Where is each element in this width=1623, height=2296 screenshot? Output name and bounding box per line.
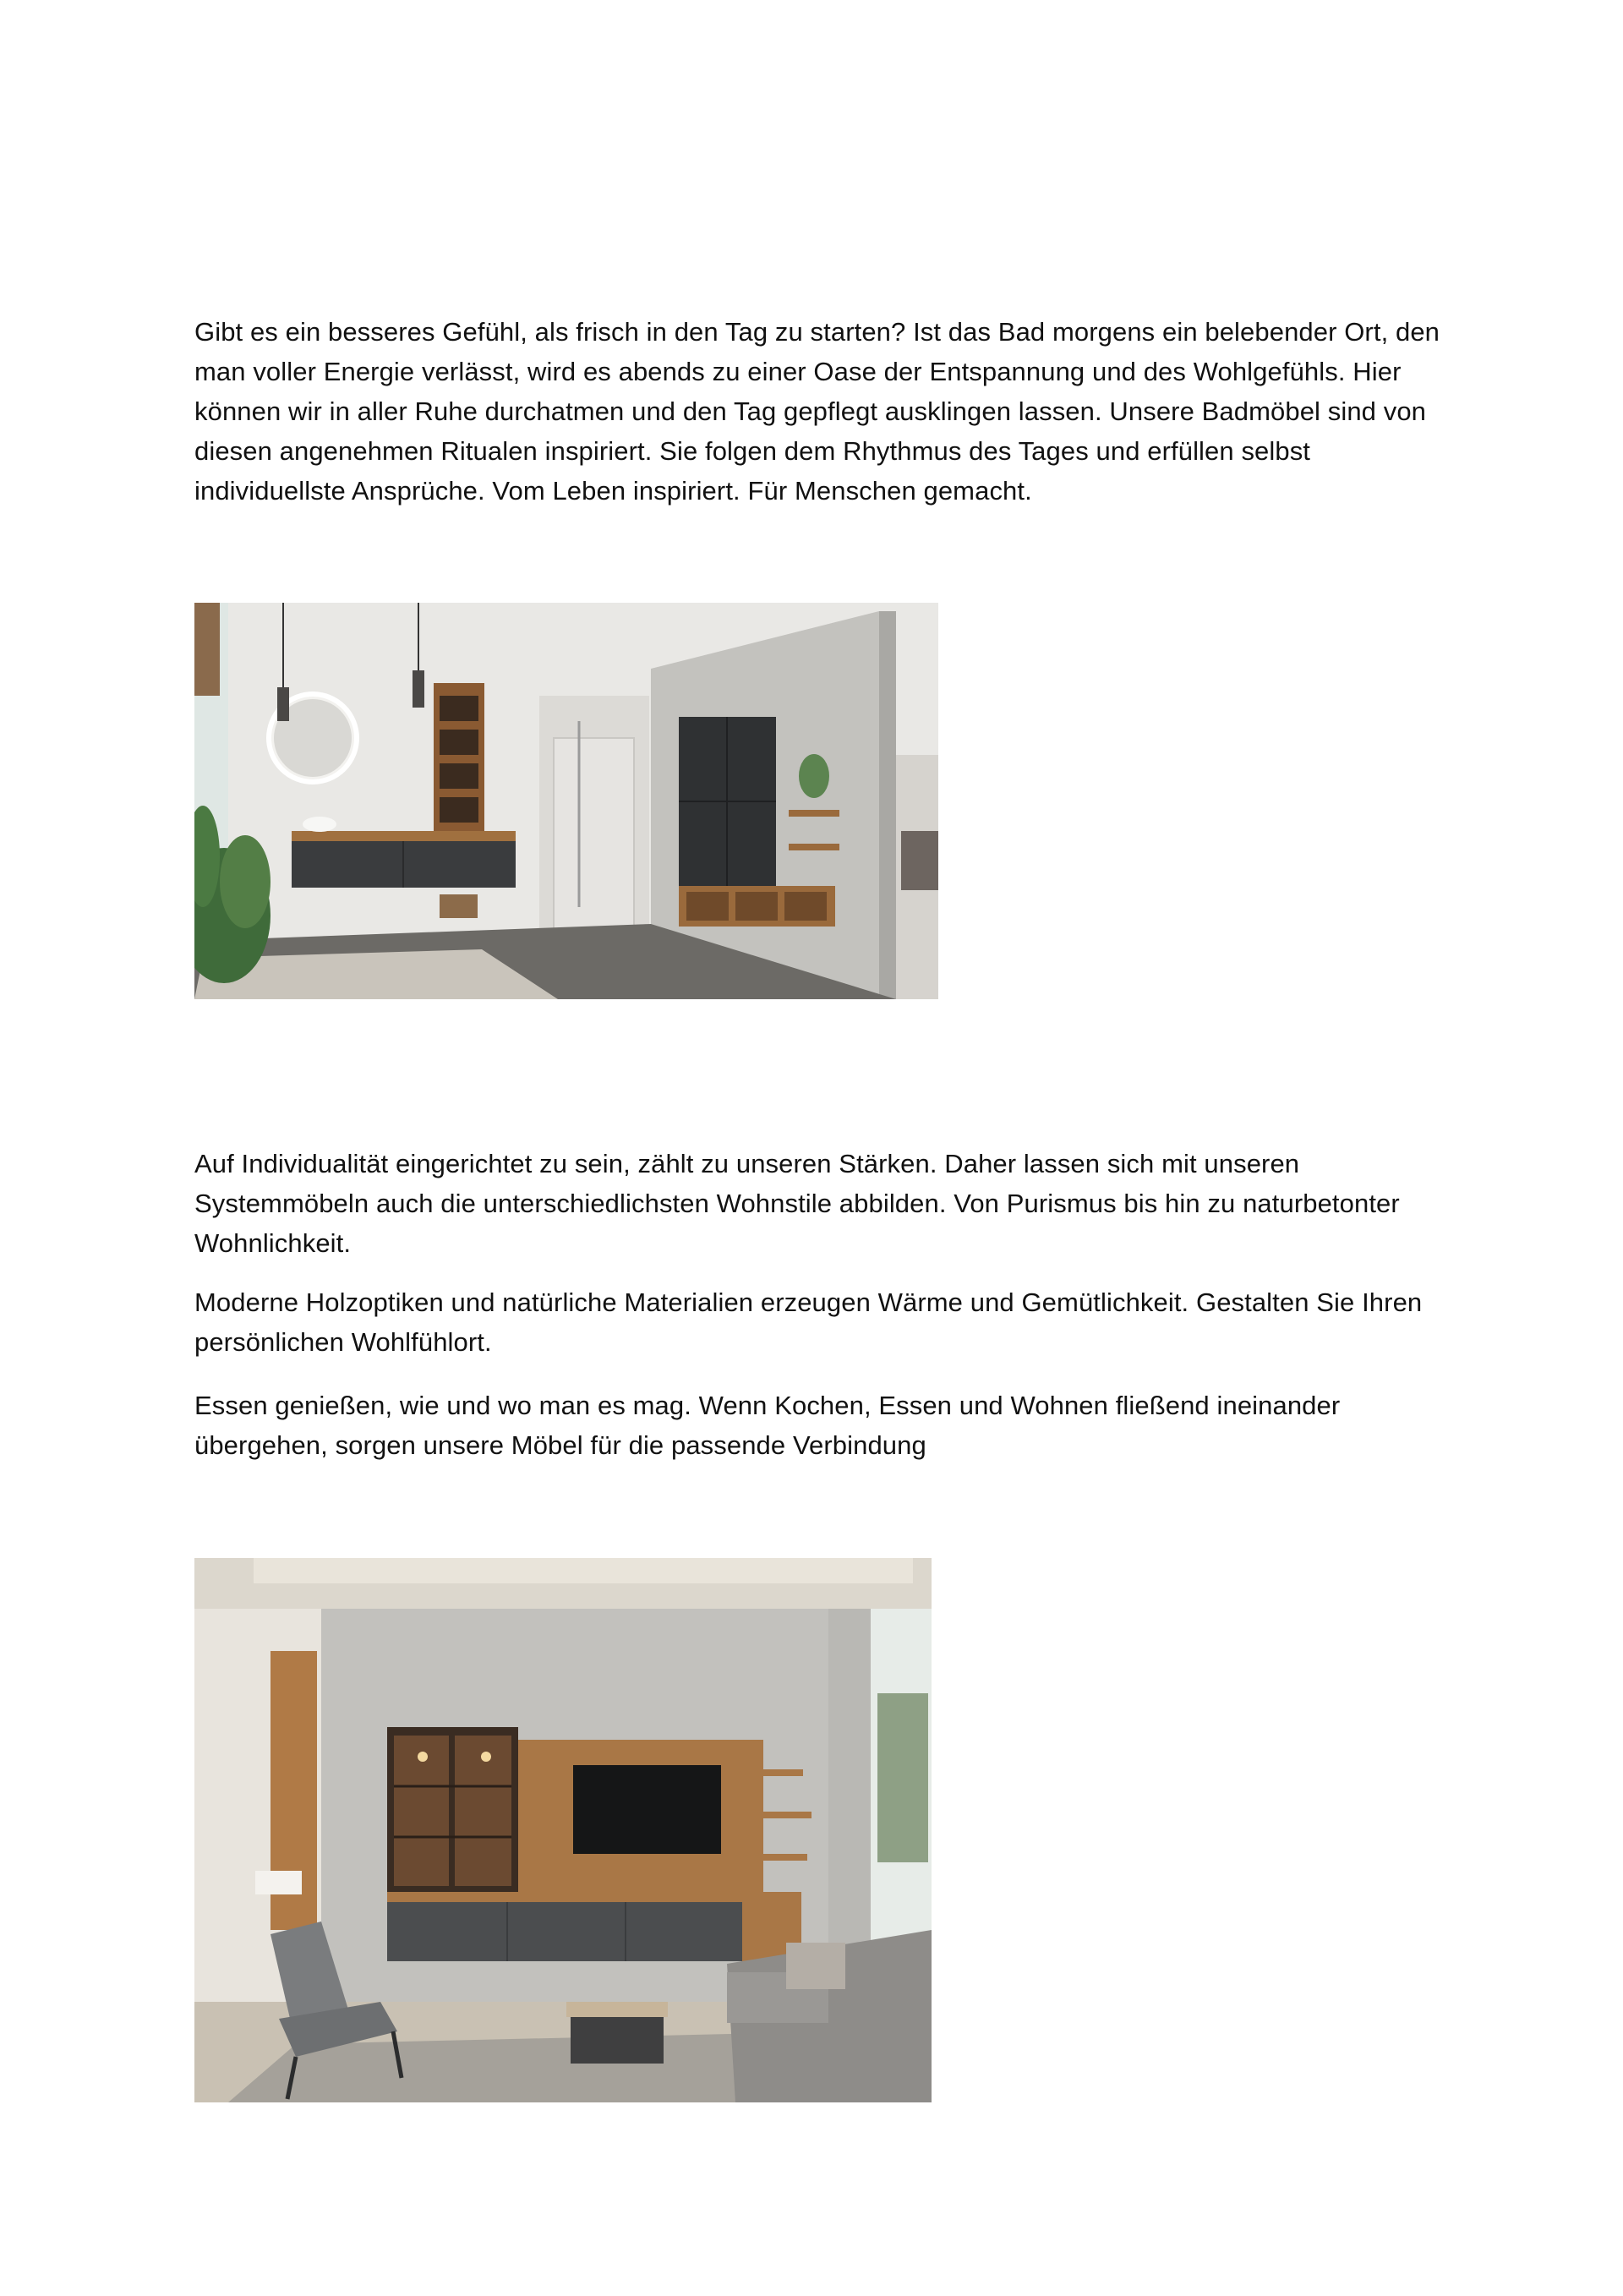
paragraph-individuality: Auf Individualität eingerichtet zu sein, zählt zu unseren Stärken. Daher lassen sich mit unseren Systemmöbeln auch die unterschiedlichsten Wohnstile abbilden. Von Purismus bis hin zu naturbetonter Wohnlichkeit. [194, 1149, 1400, 1258]
paragraph-bathroom-intro: Gibt es ein besseres Gefühl, als frisch in den Tag zu starten? Ist das Bad morgens ein belebender Ort, den man voller Energie verlässt, wird es abends zu einer Oase der Entspannung und des Wohlgefühls. Hier können wir in aller Ruhe durchatmen und den Tag gepflegt ausklingen lassen. Unsere Badmöbel sind von diesen angenehmen Ritualen inspiriert. Sie folgen dem Rhythmus des Tages und erfüllen selbst individuellste Ansprüche. Vom Leben inspiriert. Für Menschen gemacht. [194, 317, 1440, 506]
paragraph-materials: Moderne Holzoptiken und natürliche Materialien erzeugen Wärme und Gemütlichkeit. Gestalten Sie Ihren persönlichen Wohlfühlort. [194, 1287, 1423, 1357]
paragraph-dining: Essen genießen, wie und wo man es mag. Wenn Kochen, Essen und Wohnen fließend ineinander übergehen, sorgen unsere Möbel für die passende Verbindung [194, 1391, 1341, 1460]
bathroom-furniture-photo [194, 603, 938, 999]
living-room-wall-unit-photo [194, 1558, 932, 2102]
